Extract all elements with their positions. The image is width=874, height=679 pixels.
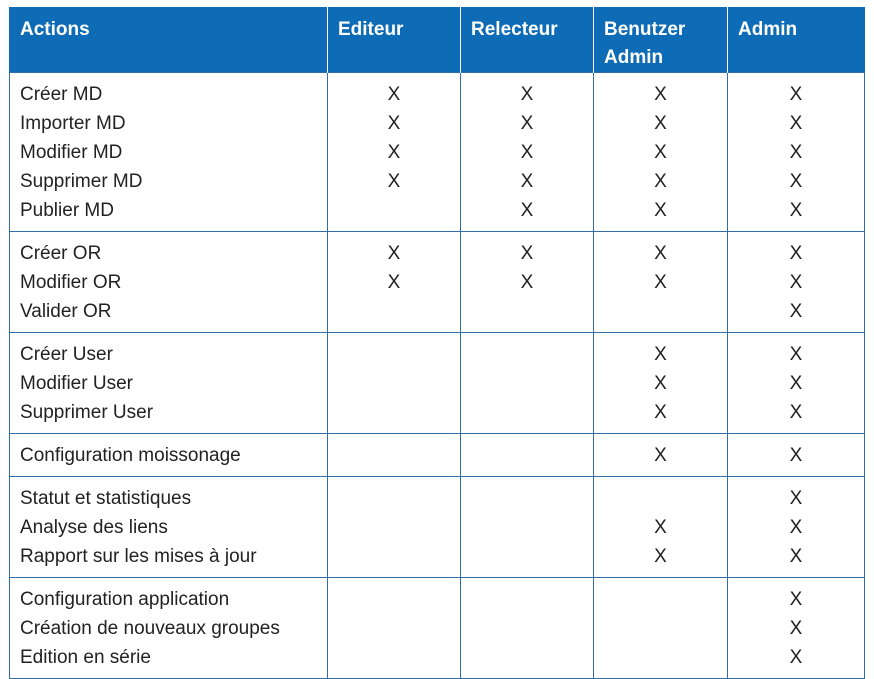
editeur-cell <box>328 73 461 232</box>
permission-mark: X <box>520 113 534 134</box>
permission-mark: X <box>520 243 534 264</box>
permission-mark: X <box>789 84 803 105</box>
action-label: Rapport sur les mises à jour <box>20 546 257 567</box>
action-label: Edition en série <box>20 647 151 668</box>
permission-mark: X <box>789 113 803 134</box>
action-label: Valider OR <box>20 301 112 322</box>
benutzer-admin-cell <box>594 333 728 434</box>
permission-mark: X <box>789 272 803 293</box>
action-label: Modifier User <box>20 373 133 394</box>
editeur-cell <box>328 333 461 434</box>
permission-mark: X <box>387 272 401 293</box>
permission-mark <box>471 614 583 643</box>
permission-mark <box>604 643 717 672</box>
action-cell <box>10 578 328 679</box>
header-relecteur: Relecteur <box>461 7 594 73</box>
permission-mark <box>471 542 583 571</box>
permission-mark <box>604 484 717 513</box>
table-row <box>10 73 865 232</box>
header-admin: Admin <box>728 7 865 73</box>
action-label: Modifier OR <box>20 272 122 293</box>
admin-cell <box>728 232 865 333</box>
permission-mark: X <box>654 243 667 264</box>
permission-mark <box>338 297 450 326</box>
editeur-cell <box>328 232 461 333</box>
permission-mark: X <box>789 243 803 264</box>
admin-cell <box>728 477 865 578</box>
action-label: Modifier MD <box>20 142 123 163</box>
permission-mark <box>338 398 450 427</box>
benutzer-admin-cell <box>594 578 728 679</box>
permission-mark: X <box>789 344 803 365</box>
permission-mark: X <box>654 344 667 365</box>
permission-mark <box>338 614 450 643</box>
permission-mark: X <box>654 200 667 221</box>
permission-mark: X <box>789 618 803 639</box>
header-editeur: Editeur <box>328 7 461 73</box>
permission-mark: X <box>654 171 667 192</box>
permission-mark: X <box>520 171 534 192</box>
permission-mark <box>338 542 450 571</box>
permission-mark <box>471 297 583 326</box>
relecteur-cell <box>461 434 594 477</box>
action-label: Supprimer User <box>20 402 154 423</box>
benutzer-admin-cell <box>594 434 728 477</box>
action-label: Statut et statistiques <box>20 488 192 509</box>
permission-mark: X <box>789 402 803 423</box>
permission-mark <box>471 340 583 369</box>
permission-mark <box>338 484 450 513</box>
action-label: Configuration moissonage <box>20 445 241 466</box>
permission-mark: X <box>654 84 667 105</box>
relecteur-cell <box>461 333 594 434</box>
permission-mark: X <box>654 445 667 466</box>
permission-mark <box>338 441 450 470</box>
permission-mark <box>471 513 583 542</box>
editeur-cell <box>328 434 461 477</box>
action-cell <box>10 434 328 477</box>
permission-mark <box>471 369 583 398</box>
permission-mark: X <box>654 546 667 567</box>
permission-mark: X <box>387 84 401 105</box>
permission-mark: X <box>789 373 803 394</box>
permissions-table <box>9 7 865 679</box>
permission-mark <box>471 398 583 427</box>
action-label: Supprimer MD <box>20 171 143 192</box>
relecteur-cell <box>461 73 594 232</box>
admin-cell <box>728 73 865 232</box>
permission-mark: X <box>520 272 534 293</box>
table-row <box>10 434 865 477</box>
permission-mark: X <box>520 142 534 163</box>
benutzer-admin-cell <box>594 232 728 333</box>
permission-mark: X <box>654 373 667 394</box>
table-row <box>10 578 865 679</box>
relecteur-cell <box>461 477 594 578</box>
permission-mark: X <box>387 171 401 192</box>
permission-mark: X <box>789 546 803 567</box>
benutzer-admin-cell <box>594 73 728 232</box>
admin-cell <box>728 578 865 679</box>
header-row <box>10 7 865 73</box>
action-label: Créer MD <box>20 84 103 105</box>
action-cell <box>10 333 328 434</box>
permission-mark <box>338 340 450 369</box>
permission-mark: X <box>654 517 667 538</box>
permission-mark: X <box>789 517 803 538</box>
table-body <box>10 73 865 679</box>
permission-mark: X <box>789 589 803 610</box>
table-row <box>10 232 865 333</box>
permission-mark <box>338 513 450 542</box>
action-label: Créer OR <box>20 243 102 264</box>
permission-mark: X <box>654 142 667 163</box>
permission-mark <box>338 369 450 398</box>
permission-mark: X <box>520 84 534 105</box>
header-actions: Actions <box>10 7 328 73</box>
permission-mark <box>604 585 717 614</box>
permission-mark: X <box>789 142 803 163</box>
editeur-cell <box>328 477 461 578</box>
action-label: Création de nouveaux groupes <box>20 618 280 639</box>
header-benutzer-admin: Benutzer Admin <box>594 7 728 73</box>
editeur-cell <box>328 578 461 679</box>
permission-mark <box>471 643 583 672</box>
permission-mark: X <box>387 113 401 134</box>
permission-mark: X <box>789 200 803 221</box>
table-row <box>10 477 865 578</box>
permission-mark: X <box>387 142 401 163</box>
permission-mark <box>338 196 450 225</box>
admin-cell <box>728 333 865 434</box>
action-cell <box>10 73 328 232</box>
action-label: Configuration application <box>20 589 230 610</box>
permission-mark: X <box>789 171 803 192</box>
permission-mark: X <box>654 113 667 134</box>
permission-mark: X <box>520 200 534 221</box>
permission-mark <box>338 585 450 614</box>
permission-mark: X <box>387 243 401 264</box>
permission-mark: X <box>789 488 803 509</box>
benutzer-admin-cell <box>594 477 728 578</box>
permission-mark: X <box>789 647 803 668</box>
admin-cell <box>728 434 865 477</box>
permission-mark: X <box>654 402 667 423</box>
action-label: Importer MD <box>20 113 126 134</box>
relecteur-cell <box>461 232 594 333</box>
permission-mark <box>604 297 717 326</box>
relecteur-cell <box>461 578 594 679</box>
permission-mark <box>471 484 583 513</box>
permission-mark: X <box>789 301 803 322</box>
permission-mark: X <box>654 272 667 293</box>
action-label: Publier MD <box>20 200 114 221</box>
action-label: Analyse des liens <box>20 517 168 538</box>
permission-mark <box>338 643 450 672</box>
table-row <box>10 333 865 434</box>
action-cell <box>10 477 328 578</box>
permission-mark <box>471 585 583 614</box>
action-label: Créer User <box>20 344 113 365</box>
permission-mark: X <box>789 445 803 466</box>
permission-mark <box>471 441 583 470</box>
action-cell <box>10 232 328 333</box>
permission-mark <box>604 614 717 643</box>
